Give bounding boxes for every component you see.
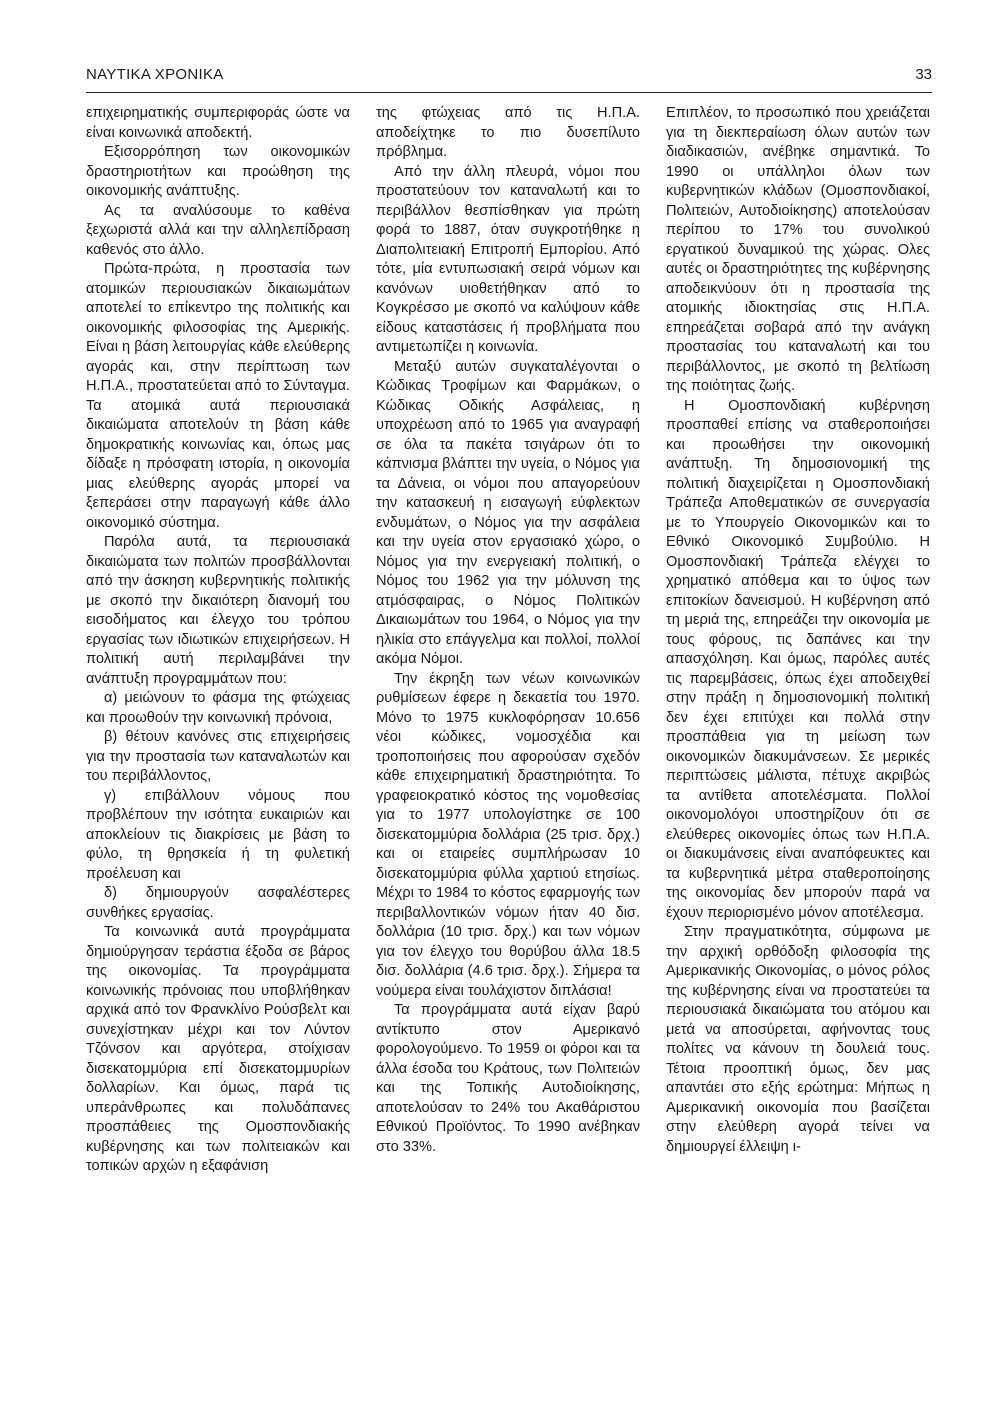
paragraph: Εξισορρόπηση των οικονομικών δραστηριοτήτων και προώθηση της οικονομικής ανάπτυξης. xyxy=(86,144,350,199)
paragraph: δ) δημιουργούν ασφαλέστερες συνθήκες εργασίας. xyxy=(86,885,350,921)
paragraph: Τα κοινωνικά αυτά προγράμματα δημιούργησαν τεράστια έξοδα σε βάρος της οικονομίας. Τα προγράμματα κοινωνικής πρόνοιας που υποβλήθηκαν αρχικά από τον Φρανκλίνο Ρούσβελτ και συνεχίστηκαν μέχρι και τον Λύντον Τζόνσον και αργότερα, στοίχισαν δισεκατομμύρια επί δισεκατομμυρίων δολλαρίων. Και όμως, παρά τις υπεράνθρωπες και πολυδάπανες προσπάθειες της Ομοσπονδιακής κυβέρνησης και των πολιτειακών και τοπικών αρχών η εξαφάνιση xyxy=(86,924,350,1174)
text-column-1 xyxy=(86,104,350,1344)
text-column-3 xyxy=(666,104,930,1344)
paragraph: γ) επιβάλλουν νόμους που προβλέπουν την ισότητα ευκαιριών και αποκλείουν τις διακρίσεις με βάση το φύλο, τη θρησκεία ή τη φυλετική προέλευση και xyxy=(86,787,350,882)
paragraph: Στην πραγματικότητα, σύμφωνα με την αρχική ορθόδοξη φιλοσοφία της Αμερικανικής Οικονομίας, ο μόνος ρόλος της κυβέρνησης είναι να προστατεύει τα περιουσιακά δικαιώματα του ατόμου και μετά να αποσύρεται, αφήνοντας τους πολίτες να κάνουν τη δουλειά τους. Τέτοια προοπτική όμως, δεν μας απαντάει στο εξής ερώτημα: Μήπως η Αμερικανική οικονομία που βασίζεται στην ελεύθερη αγορά τείνει να δημιουργεί έλλειψη ι- xyxy=(666,924,930,1155)
paragraph: Ας τα αναλύσουμε το καθένα ξεχωριστά αλλά και την αλληλεπίδραση καθενός στο άλλο. xyxy=(86,202,350,258)
paragraph: Επιπλέον, το προσωπικό που χρειάζεται για τη διεκπεραίωση όλων αυτών των διαδικασιών, ανέβηκε σημαντικά. Το 1990 οι υπάλληλοι όλων των κυβερνητικών κλάδων (Ομοσπονδιακοί, Πολιτειών, Αυτοδιοίκησης) αποτελούσαν περίπου το 17% του συνολικού εργατικού δυναμικού της χώρας. Ολες αυτές οι δραστηριότητες της κυβέρνησης αποδεικνύουν ότι η προστασία της ατομικής ιδιοκτησίας στις Η.Π.Α. επηρεάζεται σοβαρά από την ανάγκη προστασίας του καταναλωτή και του περιβάλλοντος, με σκοπό τη βελτίωση της ποιότητας ζωής. xyxy=(666,105,930,394)
journal-title: ΝΑΥΤΙΚΑ ΧΡΟΝΙΚΑ xyxy=(86,66,224,83)
running-header xyxy=(86,62,932,88)
paragraph: Από την άλλη πλευρά, νόμοι που προστατεύουν τον καταναλωτή και το περιβάλλον θεσπίσθηκαν για πρώτη φορά το 1887, όταν συγκροτήθηκε η Διαπολιτειακή Επιτροπή Εμπορίου. Από τότε, μία εντυπωσιακή σειρά νόμων και κανόνων υιοθετήθηκαν από το Κογκρέσσο με σκοπό να καλύψουν κάθε είδους καταστάσεις ή προβλήματα που αντιμετωπίζει η κοινωνία. xyxy=(376,163,640,355)
paragraph: Η Ομοσπονδιακή κυβέρνηση προσπαθεί επίσης να σταθεροποιήσει και προωθήσει την οικονομική ανάπτυξη. Τη δημοσιονομική της πολιτική διαχειρίζεται η Ομοσπονδιακή Τράπεζα Αποθεματικών σε συνεργασία με το Υπουργείο Οικονομικών και το Εθνικό Οικονομικό Συμβούλιο. Η Ομοσπονδιακή Τράπεζα ελέγχει το χρηματικό απόθεμα και το ύψος των επιτοκίων δανεισμού. Η κυβέρνηση από τη μεριά της, επηρεάζει την οικονομία με τους φόρους, τις δαπάνες και την απασχόληση. Και όμως, παρόλες αυτές τις παρεμβάσεις, όπως έχει αποδειχθεί στην πράξη η δημοσιονομική πολιτική δεν έχει επιτύχει και πολλά στην προσπάθεια για τη μείωση των οικονομικών διακυμάνσεων. Σε μερικές περιπτώσεις μάλιστα, πέτυχε ακριβώς τα αντίθετα αποτελέσματα. Πολλοί οικονομολόγοι υποστηρίζουν ότι σε ελεύθερες οικονομίες όπως των Η.Π.Α. οι διακυμάνσεις είναι αναπόφευκτες και τα κυβερνητικά μέτρα σταθεροποίησης της οικονομίας δεν μπορούν παρά να έχουν περιορισμένο μόνον αποτέλεσμα. xyxy=(666,397,930,921)
paragraph: της φτώχειας από τις Η.Π.Α. αποδείχτηκε το πιο δυσεπίλυτο πρόβλημα. xyxy=(376,105,640,160)
paragraph: Παρόλα αυτά, τα περιουσιακά δικαιώματα των πολιτών προσβάλλονται από την άσκηση κυβερνητικής πολιτικής με σκοπό την δικαιότερη διανομή του εισοδήματος και έλεγχο του τρόπου εργασίας των ιδιωτικών επιχειρήσεων. Η πολιτική αυτή περιλαμβάνει την ανάπτυξη προγραμμάτων που: xyxy=(86,534,350,687)
paragraph: α) μειώνουν το φάσμα της φτώχειας και προωθούν την κοινωνική πρόνοια, xyxy=(86,690,350,726)
paragraph: επιχειρηματικής συμπεριφοράς ώστε να είναι κοινωνικά αποδεκτή. xyxy=(86,105,350,141)
text-column-2 xyxy=(376,104,640,1344)
paragraph: β) θέτουν κανόνες στις επιχειρήσεις για την προστασία των καταναλωτών και του περιβάλλοντος, xyxy=(86,729,350,784)
paragraph: Πρώτα-πρώτα, η προστασία των ατομικών περιουσιακών δικαιωμάτων αποτελεί το επίκεντρο της πολιτικής και οικονομικής φιλοσοφίας της Αμερικής. Είναι η βάση λειτουργίας κάθε ελεύθερης αγοράς και, στην περίπτωση των Η.Π.Α., προστατεύεται από το Σύνταγμα. Τα ατομικά αυτά περιουσιακά δικαιώματα αποτελούν τη βάση κάθε δημοκρατικής κοινωνίας και, όπως μας δίδαξε η πρόσφατη ιστορία, η οικονομία μιας ελεύθερης αγοράς μπορεί να ξεπεράσει στην παραγωγή κάθε άλλο οικονομικό σύστημα. xyxy=(86,261,350,531)
header-rule xyxy=(86,92,932,93)
article-body xyxy=(86,104,932,1344)
paragraph: Μεταξύ αυτών συγκαταλέγονται ο Κώδικας Τροφίμων και Φαρμάκων, ο Κώδικας Οδικής Ασφάλειας, η υποχρέωση από το 1965 για αναγραφή σε όλα τα πακέτα τσιγάρων ότι το κάπνισμα βλάπτει την υγεία, ο Νόμος για τα Δάνεια, οι νόμοι που απαγορεύουν την κατασκευή η εισαγωγή εύφλεκτων ενδυμάτων, ο Νόμος για την ασφάλεια και την υγεία στον εργασιακό χώρο, ο Νόμος για την ενεργειακή πολιτική, ο Νόμος του 1962 για την μόλυνση της ατμόσφαιρας, ο Νόμος Πολιτικών Δικαιωμάτων του 1964, ο Νόμος για την ηλικία στο επάγγελμα και πολλοί, πολλοί ακόμα Νόμοι. xyxy=(376,358,640,667)
paragraph: Τα προγράμματα αυτά είχαν βαρύ αντίκτυπο στον Αμερικανό φορολογούμενο. Το 1959 οι φόροι και τα άλλα έσοδα του Κράτους, των Πολιτειών και της Τοπικής Αυτοδιοίκησης, αποτελούσαν το 24% του Ακαθάριστου Εθνικού Προϊόντος. Το 1990 ανέβηκαν στο 33%. xyxy=(376,1002,640,1155)
page-number: 33 xyxy=(915,66,932,83)
paragraph: Την έκρηξη των νέων κοινωνικών ρυθμίσεων έφερε η δεκαετία του 1970. Μόνο το 1975 κυκλοφόρησαν 10.656 νέοι κώδικες, νομοσχέδια και τροποποιήσεις που αφορούσαν σχεδόν κάθε επιχειρηματική δραστηριότητα. Το γραφειοκρατικό κόστος της νομοθεσίας για το 1977 υπολογίστηκε σε 100 δισεκατομμύρια δολλάρια (25 τρισ. δρχ.) και οι εταιρείες συμπλήρωσαν 10 δισεκατομμύρια φύλλα χαρτιού ετησίως. Μέχρι το 1984 το κόστος εφαρμογής των περιβαλλοντικών νόμων ήταν 40 δισ. δολλάρια (10 τρισ. δρχ.) και των νόμων για τον έλεγχο του θορύβου άλλα 18.5 δισ. δολλάρια (4.6 τρισ. δρχ.). Σήμερα τα νούμερα είναι τουλάχιστον διπλάσια! xyxy=(376,670,640,999)
